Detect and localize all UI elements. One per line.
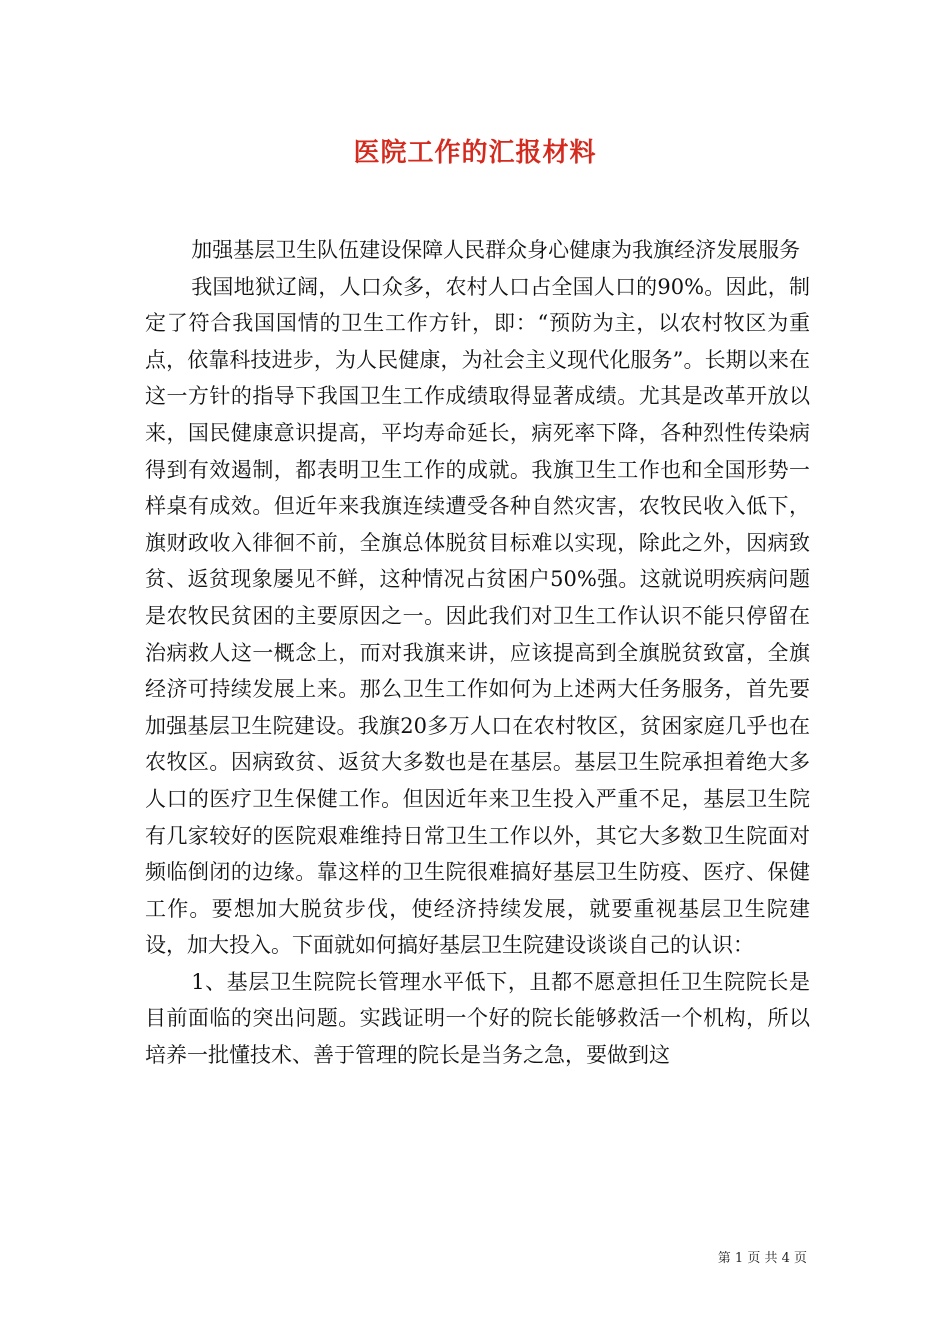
- paragraph-intro: 我国地狱辽阔，人口众多，农村人口占全国人口的90%。因此，制定了符合我国国情的卫生工作方针，即：“预防为主，以农村牧区为重点，依靠科技进步，为人民健康，为社会主义现代化服务”。长期以来在这一方针的指导下我国卫生工作成绩取得显著成绩。尤其是改革开放以来，国民健康意识提高，平均寿命延长，病死率下降，各种烈性传染病得到有效遏制，都表明卫生工作的成就。我旗卫生工作也和全国形势一样桌有成效。但近年来我旗连续遭受各种自然灾害，农牧民收入低下，旗财政收入徘徊不前，全旗总体脱贫目标难以实现，除此之外，因病致贫、返贫现象屡见不鲜，这种情况占贫困户50%强。这就说明疾病问题是农牧民贫困的主要原因之一。因此我们对卫生工作认识不能只停留在治病救人这一概念上，而对我旗来讲，应该提高到全旗脱贫致富，全旗经济可持续发展上来。那么卫生工作如何为上述两大任务服务，首先要加强基层卫生院建设。我旗20多万人口在农村牧区，贫困家庭几乎也在农牧区。因病致贫、返贫大多数也是在基层。基层卫生院承担着绝大多人口的医疗卫生保健工作。但因近年来卫生投入严重不足，基层卫生院有几家较好的医院艰难维持日常卫生工作以外，其它大多数卫生院面对频临倒闭的边缘。靠这样的卫生院很难搞好基层卫生防疫、医疗、保健工作。要想加大脱贫步伐，使经济持续发展，就要重视基层卫生院建设，加大投入。下面就如何搞好基层卫生院建设谈谈自己的认识：: [145, 274, 810, 958]
- page-number: 第 1 页 共 4 页: [717, 1251, 807, 1266]
- paragraph-heading: 加强基层卫生队伍建设保障人民群众身心健康为我旗经济发展服务: [191, 238, 801, 262]
- paragraph-point-1: 1、基层卫生院院长管理水平低下，且都不愿意担任卫生院院长是目前面临的突出问题。实践证明一个好的院长能够救活一个机构，所以培养一批懂技术、善于管理的院长是当务之急，要做到这: [145, 969, 810, 1068]
- document-body: [145, 232, 810, 1074]
- document-title: 医院工作的汇报材料: [353, 138, 597, 168]
